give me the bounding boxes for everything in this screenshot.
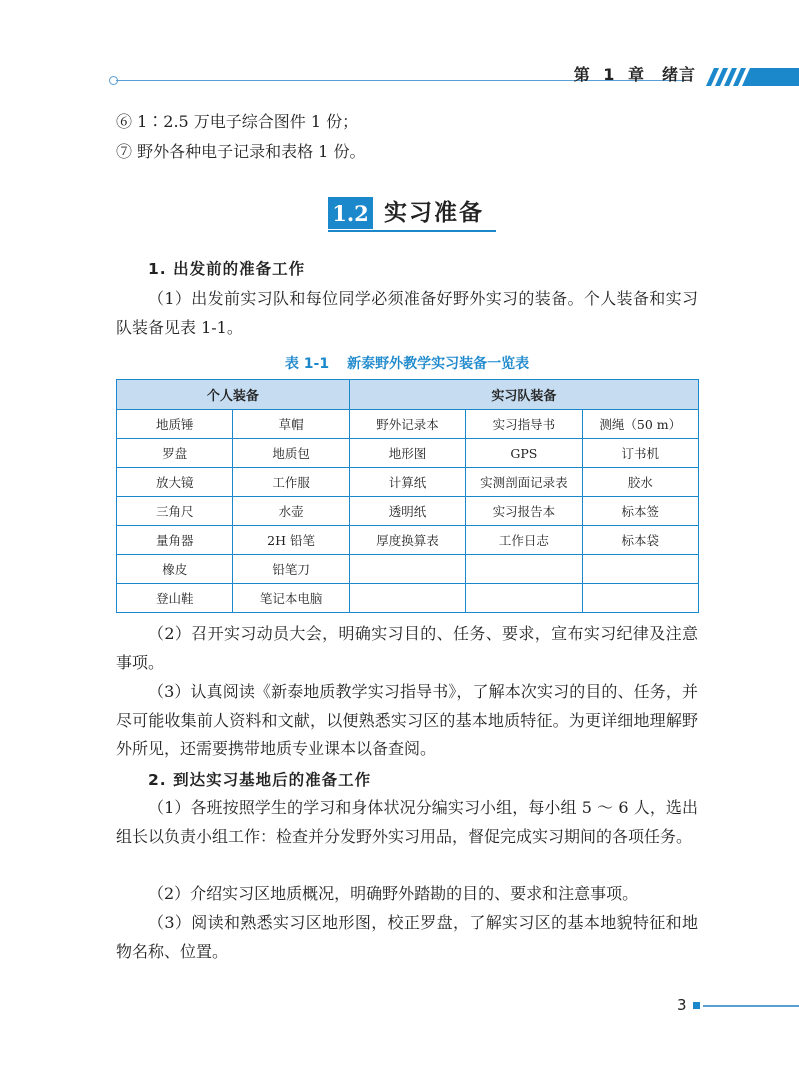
paragraph: （2）召开实习动员大会，明确实习目的、任务、要求，宣布实习纪律及注意事项。 — [116, 624, 698, 672]
subsection-heading: 2. 到达实习基地后的准备工作 — [148, 771, 372, 789]
footer-rule — [703, 1005, 799, 1007]
table-cell: 实习指导书 — [466, 410, 582, 439]
table-cell: 工作日志 — [466, 526, 582, 555]
table-caption — [116, 353, 698, 373]
table-cell — [349, 555, 465, 584]
paragraph: （2）介绍实习区地质概况，明确野外踏勘的目的、要求和注意事项。 — [148, 884, 639, 903]
table-header-personal: 个人装备 — [117, 380, 350, 410]
table-cell: 水壶 — [233, 497, 349, 526]
table-cell: 笔记本电脑 — [233, 584, 349, 613]
table-cell: 橡皮 — [117, 555, 233, 584]
page-number: 3 — [677, 996, 687, 1014]
table-cell: 地质锤 — [117, 410, 233, 439]
table-cell: 测绳（50 m） — [582, 410, 698, 439]
table-cell: 透明纸 — [349, 497, 465, 526]
table-caption-number: 表 1-1 — [284, 356, 330, 372]
table-cell — [582, 555, 698, 584]
table-cell: 三角尺 — [117, 497, 233, 526]
table-cell: 地形图 — [349, 439, 465, 468]
table-cell: 胶水 — [582, 468, 698, 497]
equipment-table — [116, 379, 699, 613]
table-cell — [466, 555, 582, 584]
paragraph: （1）出发前实习队和每位同学必须准备好野外实习的装备。个人装备和实习队装备见表 1-1。 — [116, 289, 698, 337]
table-row — [117, 555, 699, 584]
table-cell: 实习报告本 — [466, 497, 582, 526]
table-cell: 标本袋 — [582, 526, 698, 555]
table-cell: 量角器 — [117, 526, 233, 555]
paragraph: （3）认真阅读《新泰地质教学实习指导书》，了解本次实习的目的、任务，并尽可能收集前人资料和文献，以便熟悉实习区的基本地质特征。为更详细地理解野外所见，还需要携带地质专业课本以备查阅。 — [116, 682, 698, 758]
table-row — [117, 584, 699, 613]
table-cell: 标本签 — [582, 497, 698, 526]
table-row — [117, 497, 699, 526]
table-row — [117, 526, 699, 555]
list-item: ⑦ 野外各种电子记录和表格 1 份。 — [116, 142, 366, 161]
subsection-heading: 1. 出发前的准备工作 — [148, 260, 306, 278]
table-header-row — [117, 380, 699, 410]
table-row — [117, 468, 699, 497]
table-cell: 地质包 — [233, 439, 349, 468]
table-row — [117, 439, 699, 468]
table-cell: 厚度换算表 — [349, 526, 465, 555]
table-cell: 草帽 — [233, 410, 349, 439]
paragraph: （1）各班按照学生的学习和身体状况分编实习小组，每小组 5 ～ 6 人，选出组长以负责小组工作：检查并分发野外实习用品，督促完成实习期间的各项任务。 — [116, 798, 698, 846]
table-cell: 登山鞋 — [117, 584, 233, 613]
section-underline — [328, 230, 496, 232]
table-caption-title: 新泰野外教学实习装备一览表 — [347, 356, 530, 372]
paragraph: （3）阅读和熟悉实习区地形图，校正罗盘，了解实习区的基本地貌特征和地物名称、位置。 — [116, 913, 698, 961]
table-row — [117, 410, 699, 439]
table-cell: 工作服 — [233, 468, 349, 497]
chapter-title: 第 1 章 绪言 — [573, 65, 696, 84]
table-cell: 野外记录本 — [349, 410, 465, 439]
page-number-marker — [693, 1002, 700, 1009]
list-item: ⑥ 1∶2.5 万电子综合图件 1 份； — [116, 112, 359, 131]
table-cell — [582, 584, 698, 613]
section-number: 1.2 — [328, 197, 373, 229]
table-cell: 铅笔刀 — [233, 555, 349, 584]
table-header-team: 实习队装备 — [349, 380, 698, 410]
table-cell: 放大镜 — [117, 468, 233, 497]
table-cell: 实测剖面记录表 — [466, 468, 582, 497]
table-cell — [466, 584, 582, 613]
table-cell: 2H 铅笔 — [233, 526, 349, 555]
table-cell: 订书机 — [582, 439, 698, 468]
table-cell: 计算纸 — [349, 468, 465, 497]
table-cell: GPS — [466, 439, 582, 468]
section-title: 实习准备 — [384, 200, 484, 226]
table-cell: 罗盘 — [117, 439, 233, 468]
section-banner — [328, 197, 498, 233]
header-stripes-decoration — [706, 66, 799, 88]
table-cell — [349, 584, 465, 613]
